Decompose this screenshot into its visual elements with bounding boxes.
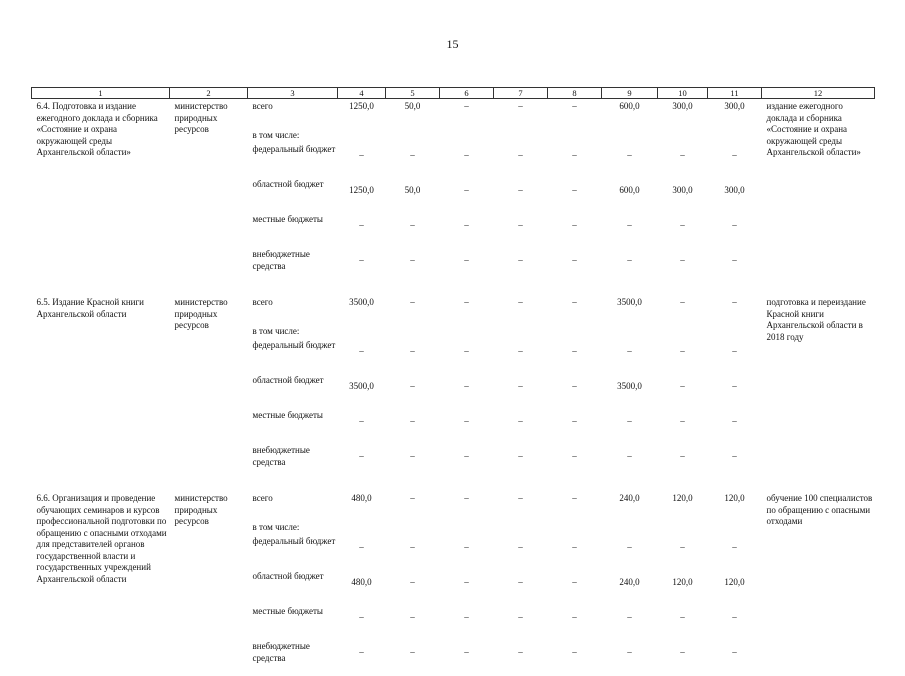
funding-source-label: внебюджетные средства xyxy=(248,641,338,676)
value-cell-col-7: – xyxy=(494,491,548,522)
value-cell-col-4: 480,0 xyxy=(338,491,386,522)
value-cell-col-6: – xyxy=(440,144,494,179)
value-cell-col-6: – xyxy=(440,606,494,641)
funding-source-label: федеральный бюджет xyxy=(248,144,338,179)
value-cell-col-8: – xyxy=(548,340,602,375)
value-cell-col-7: – xyxy=(494,375,548,410)
value-cell-col-6 xyxy=(440,522,494,536)
value-cell-col-10 xyxy=(658,522,708,536)
funding-source-label: федеральный бюджет xyxy=(248,536,338,571)
funding-source-label: в том числе: xyxy=(248,522,338,536)
funding-source-label: всего xyxy=(248,99,338,131)
column-header-2: 2 xyxy=(170,88,248,99)
value-cell-col-10: – xyxy=(658,214,708,249)
value-cell-col-8: – xyxy=(548,606,602,641)
section-result: издание ежегодного доклада и сборника «Состояние и охрана окружающей среды Архангельской области» xyxy=(762,99,875,285)
value-cell-col-9: – xyxy=(602,641,658,676)
value-cell-col-4: – xyxy=(338,249,386,284)
value-cell-col-9: – xyxy=(602,445,658,480)
value-cell-col-4: – xyxy=(338,536,386,571)
value-cell-col-9: 3500,0 xyxy=(602,295,658,326)
value-cell-col-4: 3500,0 xyxy=(338,375,386,410)
value-cell-col-5: – xyxy=(386,340,440,375)
value-cell-col-9: – xyxy=(602,410,658,445)
value-cell-col-8: – xyxy=(548,249,602,284)
value-cell-col-7 xyxy=(494,326,548,340)
value-cell-col-11: 300,0 xyxy=(708,179,762,214)
section-title: 6.5. Издание Красной книги Архангельской области xyxy=(32,295,170,480)
value-cell-col-8: – xyxy=(548,295,602,326)
section-executor: министерство природных ресурсов xyxy=(170,99,248,285)
value-cell-col-8 xyxy=(548,130,602,144)
table-row xyxy=(32,491,875,522)
section-spacer xyxy=(32,284,875,295)
value-cell-col-5 xyxy=(386,130,440,144)
section-executor: министерство природных ресурсов xyxy=(170,491,248,676)
value-cell-col-6: – xyxy=(440,340,494,375)
value-cell-col-5: – xyxy=(386,144,440,179)
table-header xyxy=(32,88,875,99)
value-cell-col-9: – xyxy=(602,340,658,375)
value-cell-col-8: – xyxy=(548,641,602,676)
value-cell-col-7: – xyxy=(494,606,548,641)
section-result: обучение 100 специалистов по обращению с опасными отходами xyxy=(762,491,875,676)
value-cell-col-5: – xyxy=(386,445,440,480)
funding-source-label: всего xyxy=(248,491,338,522)
value-cell-col-9 xyxy=(602,326,658,340)
value-cell-col-4: 480,0 xyxy=(338,571,386,606)
table-row xyxy=(32,295,875,326)
value-cell-col-4 xyxy=(338,522,386,536)
value-cell-col-7: – xyxy=(494,410,548,445)
value-cell-col-6: – xyxy=(440,571,494,606)
value-cell-col-9: – xyxy=(602,144,658,179)
value-cell-col-4: – xyxy=(338,340,386,375)
value-cell-col-10: – xyxy=(658,375,708,410)
budget-table xyxy=(31,87,875,676)
column-header-4: 4 xyxy=(338,88,386,99)
value-cell-col-8: – xyxy=(548,445,602,480)
value-cell-col-7: – xyxy=(494,179,548,214)
value-cell-col-10: – xyxy=(658,295,708,326)
section-title: 6.6. Организация и проведение обучающих семинаров и курсов профессиональной подготовки по обращению с опасными отходами для представителей органов государственной власти и государственных учреждений Архангельской области xyxy=(32,491,170,676)
funding-source-label: всего xyxy=(248,295,338,326)
value-cell-col-5: – xyxy=(386,295,440,326)
value-cell-col-9: 600,0 xyxy=(602,99,658,131)
value-cell-col-7 xyxy=(494,130,548,144)
value-cell-col-9: 3500,0 xyxy=(602,375,658,410)
value-cell-col-11: – xyxy=(708,641,762,676)
value-cell-col-7: – xyxy=(494,641,548,676)
value-cell-col-6: – xyxy=(440,249,494,284)
value-cell-col-8: – xyxy=(548,536,602,571)
value-cell-col-10 xyxy=(658,130,708,144)
value-cell-col-10: – xyxy=(658,410,708,445)
value-cell-col-10: – xyxy=(658,641,708,676)
value-cell-col-11: – xyxy=(708,249,762,284)
value-cell-col-11: – xyxy=(708,536,762,571)
value-cell-col-11 xyxy=(708,522,762,536)
table-row xyxy=(32,99,875,131)
value-cell-col-5: – xyxy=(386,375,440,410)
value-cell-col-6: – xyxy=(440,99,494,131)
value-cell-col-4: – xyxy=(338,445,386,480)
value-cell-col-6: – xyxy=(440,445,494,480)
funding-source-label: местные бюджеты xyxy=(248,606,338,641)
value-cell-col-9: – xyxy=(602,606,658,641)
value-cell-col-11 xyxy=(708,326,762,340)
value-cell-col-6: – xyxy=(440,410,494,445)
section-title: 6.4. Подготовка и издание ежегодного доклада и сборника «Состояние и охрана окружающей среды Архангельской области» xyxy=(32,99,170,285)
column-header-8: 8 xyxy=(548,88,602,99)
value-cell-col-10 xyxy=(658,326,708,340)
value-cell-col-8 xyxy=(548,326,602,340)
funding-source-label: областной бюджет xyxy=(248,571,338,606)
value-cell-col-4: – xyxy=(338,410,386,445)
value-cell-col-6: – xyxy=(440,179,494,214)
table-body xyxy=(32,99,875,676)
value-cell-col-4: – xyxy=(338,606,386,641)
value-cell-col-10: 120,0 xyxy=(658,571,708,606)
value-cell-col-10: 300,0 xyxy=(658,179,708,214)
value-cell-col-8: – xyxy=(548,410,602,445)
column-header-10: 10 xyxy=(658,88,708,99)
value-cell-col-7: – xyxy=(494,295,548,326)
column-header-1: 1 xyxy=(32,88,170,99)
section-spacer xyxy=(32,480,875,491)
value-cell-col-7: – xyxy=(494,99,548,131)
value-cell-col-11: – xyxy=(708,445,762,480)
funding-source-label: в том числе: xyxy=(248,326,338,340)
funding-source-label: внебюджетные средства xyxy=(248,249,338,284)
value-cell-col-7: – xyxy=(494,340,548,375)
funding-source-label: в том числе: xyxy=(248,130,338,144)
funding-source-label: областной бюджет xyxy=(248,179,338,214)
section-executor: министерство природных ресурсов xyxy=(170,295,248,480)
value-cell-col-10: 120,0 xyxy=(658,491,708,522)
value-cell-col-4: 1250,0 xyxy=(338,179,386,214)
value-cell-col-9 xyxy=(602,130,658,144)
funding-source-label: местные бюджеты xyxy=(248,214,338,249)
column-header-5: 5 xyxy=(386,88,440,99)
value-cell-col-5: – xyxy=(386,410,440,445)
value-cell-col-5: – xyxy=(386,491,440,522)
value-cell-col-10: – xyxy=(658,445,708,480)
column-header-7: 7 xyxy=(494,88,548,99)
value-cell-col-7: – xyxy=(494,571,548,606)
value-cell-col-8: – xyxy=(548,375,602,410)
value-cell-col-5: 50,0 xyxy=(386,99,440,131)
value-cell-col-9: 240,0 xyxy=(602,571,658,606)
value-cell-col-4 xyxy=(338,130,386,144)
value-cell-col-7: – xyxy=(494,445,548,480)
value-cell-col-9 xyxy=(602,522,658,536)
value-cell-col-5: – xyxy=(386,214,440,249)
value-cell-col-8: – xyxy=(548,144,602,179)
value-cell-col-11 xyxy=(708,130,762,144)
value-cell-col-11: – xyxy=(708,144,762,179)
column-header-12: 12 xyxy=(762,88,875,99)
value-cell-col-6: – xyxy=(440,491,494,522)
value-cell-col-6: – xyxy=(440,295,494,326)
value-cell-col-6 xyxy=(440,130,494,144)
value-cell-col-6 xyxy=(440,326,494,340)
funding-source-label: внебюджетные средства xyxy=(248,445,338,480)
value-cell-col-4: – xyxy=(338,214,386,249)
value-cell-col-8: – xyxy=(548,491,602,522)
value-cell-col-10: 300,0 xyxy=(658,99,708,131)
value-cell-col-8 xyxy=(548,522,602,536)
value-cell-col-9: 240,0 xyxy=(602,491,658,522)
value-cell-col-5: – xyxy=(386,536,440,571)
value-cell-col-6: – xyxy=(440,214,494,249)
value-cell-col-8: – xyxy=(548,571,602,606)
funding-source-label: местные бюджеты xyxy=(248,410,338,445)
column-header-9: 9 xyxy=(602,88,658,99)
value-cell-col-7: – xyxy=(494,144,548,179)
value-cell-col-6: – xyxy=(440,641,494,676)
value-cell-col-10: – xyxy=(658,606,708,641)
value-cell-col-8: – xyxy=(548,179,602,214)
column-header-6: 6 xyxy=(440,88,494,99)
funding-source-label: федеральный бюджет xyxy=(248,340,338,375)
value-cell-col-7: – xyxy=(494,249,548,284)
value-cell-col-9: – xyxy=(602,536,658,571)
value-cell-col-10: – xyxy=(658,249,708,284)
value-cell-col-4: – xyxy=(338,641,386,676)
value-cell-col-11: – xyxy=(708,295,762,326)
value-cell-col-5: – xyxy=(386,606,440,641)
value-cell-col-10: – xyxy=(658,536,708,571)
value-cell-col-9: – xyxy=(602,249,658,284)
value-cell-col-6: – xyxy=(440,375,494,410)
value-cell-col-10: – xyxy=(658,340,708,375)
value-cell-col-11: 120,0 xyxy=(708,571,762,606)
value-cell-col-11: – xyxy=(708,214,762,249)
value-cell-col-4: 1250,0 xyxy=(338,99,386,131)
value-cell-col-5: – xyxy=(386,249,440,284)
page-number: 15 xyxy=(0,37,905,52)
value-cell-col-5: – xyxy=(386,641,440,676)
value-cell-col-11: 300,0 xyxy=(708,99,762,131)
value-cell-col-5: 50,0 xyxy=(386,179,440,214)
value-cell-col-6: – xyxy=(440,536,494,571)
value-cell-col-5: – xyxy=(386,571,440,606)
value-cell-col-11: 120,0 xyxy=(708,491,762,522)
value-cell-col-11: – xyxy=(708,606,762,641)
value-cell-col-10: – xyxy=(658,144,708,179)
value-cell-col-7 xyxy=(494,522,548,536)
section-result: подготовка и переиздание Красной книги Архангельской области в 2018 году xyxy=(762,295,875,480)
value-cell-col-11: – xyxy=(708,410,762,445)
value-cell-col-4: – xyxy=(338,144,386,179)
value-cell-col-9: 600,0 xyxy=(602,179,658,214)
value-cell-col-8: – xyxy=(548,99,602,131)
value-cell-col-7: – xyxy=(494,536,548,571)
value-cell-col-4: 3500,0 xyxy=(338,295,386,326)
funding-source-label: областной бюджет xyxy=(248,375,338,410)
value-cell-col-8: – xyxy=(548,214,602,249)
column-header-11: 11 xyxy=(708,88,762,99)
value-cell-col-5 xyxy=(386,326,440,340)
value-cell-col-7: – xyxy=(494,214,548,249)
value-cell-col-4 xyxy=(338,326,386,340)
column-header-3: 3 xyxy=(248,88,338,99)
value-cell-col-11: – xyxy=(708,340,762,375)
value-cell-col-11: – xyxy=(708,375,762,410)
value-cell-col-5 xyxy=(386,522,440,536)
value-cell-col-9: – xyxy=(602,214,658,249)
